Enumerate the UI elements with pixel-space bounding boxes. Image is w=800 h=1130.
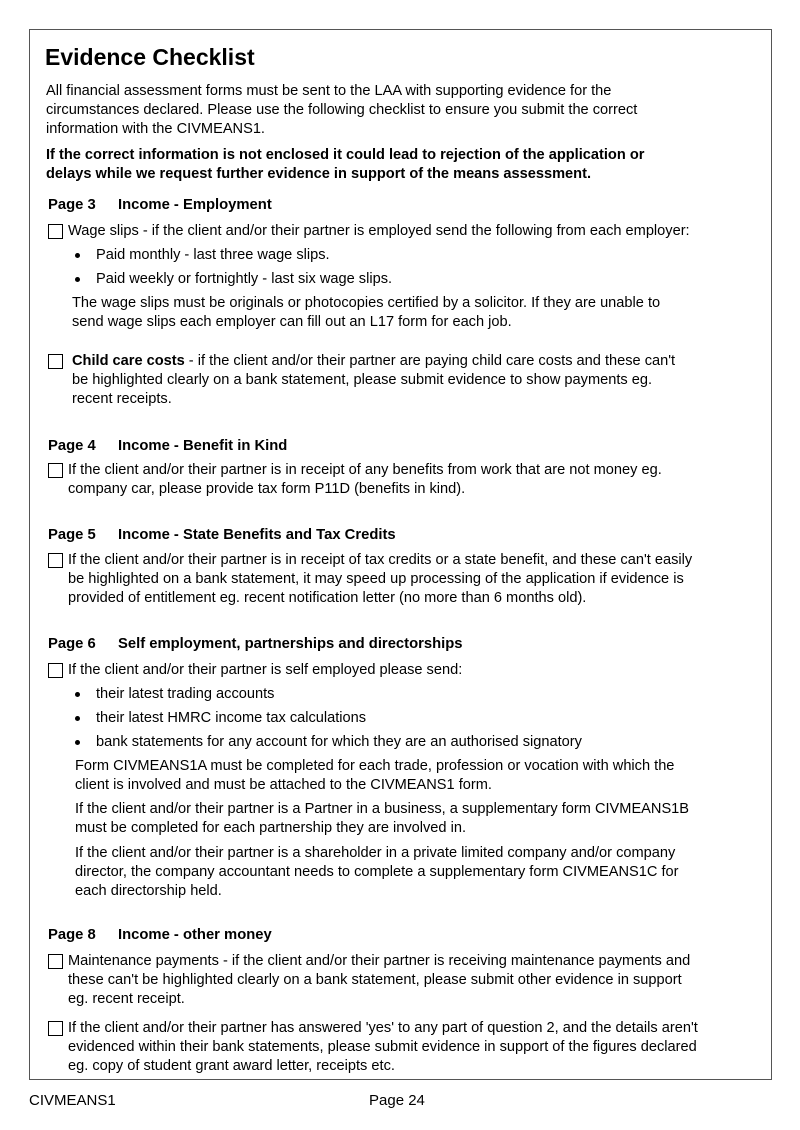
- section-topic: Income - other money: [118, 927, 272, 943]
- warning-line: If the correct information is not enclosed it could lead to rejection of the application or: [46, 147, 645, 163]
- bullet-icon: [75, 253, 80, 258]
- intro-line: All financial assessment forms must be sent to the LAA with supporting evidence for the: [46, 83, 612, 99]
- section-topic: Income - State Benefits and Tax Credits: [118, 527, 396, 543]
- section-page-number: Page 8: [48, 927, 96, 943]
- form-code: CIVMEANS1: [29, 1092, 116, 1109]
- section-topic: Income - Employment: [118, 197, 272, 213]
- child-care-item: [72, 352, 675, 372]
- question-2-line: If the client and/or their partner has answered 'yes' to any part of question 2, and the details aren't: [68, 1020, 698, 1036]
- wage-note-line: send wage slips each employer can fill out an L17 form for each job.: [72, 314, 512, 330]
- maintenance-checkbox[interactable]: [48, 954, 63, 969]
- state-benefits-checkbox[interactable]: [48, 553, 63, 568]
- wage-bullet: Paid weekly or fortnightly - last six wage slips.: [96, 271, 393, 287]
- bullet-icon: [75, 692, 80, 697]
- self-employed-bullet: bank statements for any account for which they are an authorised signatory: [96, 734, 582, 750]
- wage-note-line: The wage slips must be originals or photocopies certified by a solicitor. If they are unable to: [72, 295, 661, 311]
- intro-line: circumstances declared. Please use the following checklist to ensure you submit the correct: [46, 102, 638, 118]
- child-care-line: recent receipts.: [72, 391, 172, 407]
- self-employed-bullet: their latest trading accounts: [96, 686, 275, 702]
- state-benefits-line: If the client and/or their partner is in receipt of tax credits or a state benefit, and these can't easily: [68, 552, 693, 568]
- civmeans1c-note-line: director, the company accountant needs to complete a supplementary form CIVMEANS1C for: [75, 864, 679, 880]
- intro-line: information with the CIVMEANS1.: [46, 121, 265, 137]
- civmeans1a-note-line: client is involved and must be attached to the CIVMEANS1 form.: [75, 777, 492, 793]
- question-2-line: evidenced within their bank statements, please submit evidence in support of the figures declared: [68, 1039, 697, 1055]
- section-page-number: Page 6: [48, 636, 96, 652]
- benefit-in-kind-line: company car, please provide tax form P11D (benefits in kind).: [68, 481, 466, 497]
- section-header-page-8: [48, 927, 272, 943]
- self-employed-checkbox[interactable]: [48, 663, 63, 678]
- state-benefits-line: be highlighted on a bank statement, it may speed up processing of the application if evidence is: [68, 571, 684, 587]
- benefit-in-kind-checkbox[interactable]: [48, 463, 63, 478]
- child-care-line: be highlighted clearly on a bank statement, please submit evidence to show payments eg.: [72, 372, 653, 388]
- civmeans1b-note-line: If the client and/or their partner is a Partner in a business, a supplementary form CIVMEANS1B: [75, 801, 690, 817]
- bullet-icon: [75, 740, 80, 745]
- child-care-text: - if the client and/or their partner are paying child care costs and these can't: [184, 353, 676, 369]
- civmeans1b-note-line: must be completed for each partnership they are involved in.: [75, 820, 467, 836]
- bullet-icon: [75, 277, 80, 282]
- wage-slips-item: Wage slips - if the client and/or their partner is employed send the following from each employer:: [68, 223, 690, 239]
- page-number: Page 24: [369, 1092, 425, 1109]
- section-page-number: Page 5: [48, 527, 96, 543]
- warning-line: delays while we request further evidence in support of the means assessment.: [46, 166, 592, 182]
- section-page-number: Page 4: [48, 438, 96, 454]
- benefit-in-kind-line: If the client and/or their partner is in receipt of any benefits from work that are not money eg.: [68, 462, 662, 478]
- civmeans1c-note-line: each directorship held.: [75, 883, 222, 899]
- self-employed-item: If the client and/or their partner is self employed please send:: [68, 662, 463, 678]
- section-topic: Income - Benefit in Kind: [118, 438, 288, 454]
- section-header-page-4: [48, 438, 288, 454]
- question-2-checkbox[interactable]: [48, 1021, 63, 1036]
- child-care-checkbox[interactable]: [48, 354, 63, 369]
- self-employed-bullet: their latest HMRC income tax calculations: [96, 710, 367, 726]
- section-page-number: Page 3: [48, 197, 96, 213]
- wage-bullet: Paid monthly - last three wage slips.: [96, 247, 330, 263]
- maintenance-line: these can't be highlighted clearly on a bank statement, please submit other evidence in support: [68, 972, 682, 988]
- section-header-page-3: [48, 197, 272, 213]
- section-header-page-5: [48, 527, 396, 543]
- section-header-page-6: [48, 636, 463, 652]
- child-care-label: Child care costs: [72, 353, 185, 369]
- section-topic: Self employment, partnerships and directorships: [118, 636, 463, 652]
- civmeans1c-note-line: If the client and/or their partner is a shareholder in a private limited company and/or company: [75, 845, 676, 861]
- wage-slips-checkbox[interactable]: [48, 224, 63, 239]
- civmeans1a-note-line: Form CIVMEANS1A must be completed for each trade, profession or vocation with which the: [75, 758, 675, 774]
- state-benefits-line: provided of entitlement eg. recent notification letter (no more than 6 months old).: [68, 590, 587, 606]
- maintenance-line: Maintenance payments - if the client and/or their partner is receiving maintenance payments and: [68, 953, 691, 969]
- question-2-line: eg. copy of student grant award letter, receipts etc.: [68, 1058, 395, 1074]
- maintenance-line: eg. recent receipt.: [68, 991, 185, 1007]
- page-title: Evidence Checklist: [45, 44, 255, 70]
- bullet-icon: [75, 716, 80, 721]
